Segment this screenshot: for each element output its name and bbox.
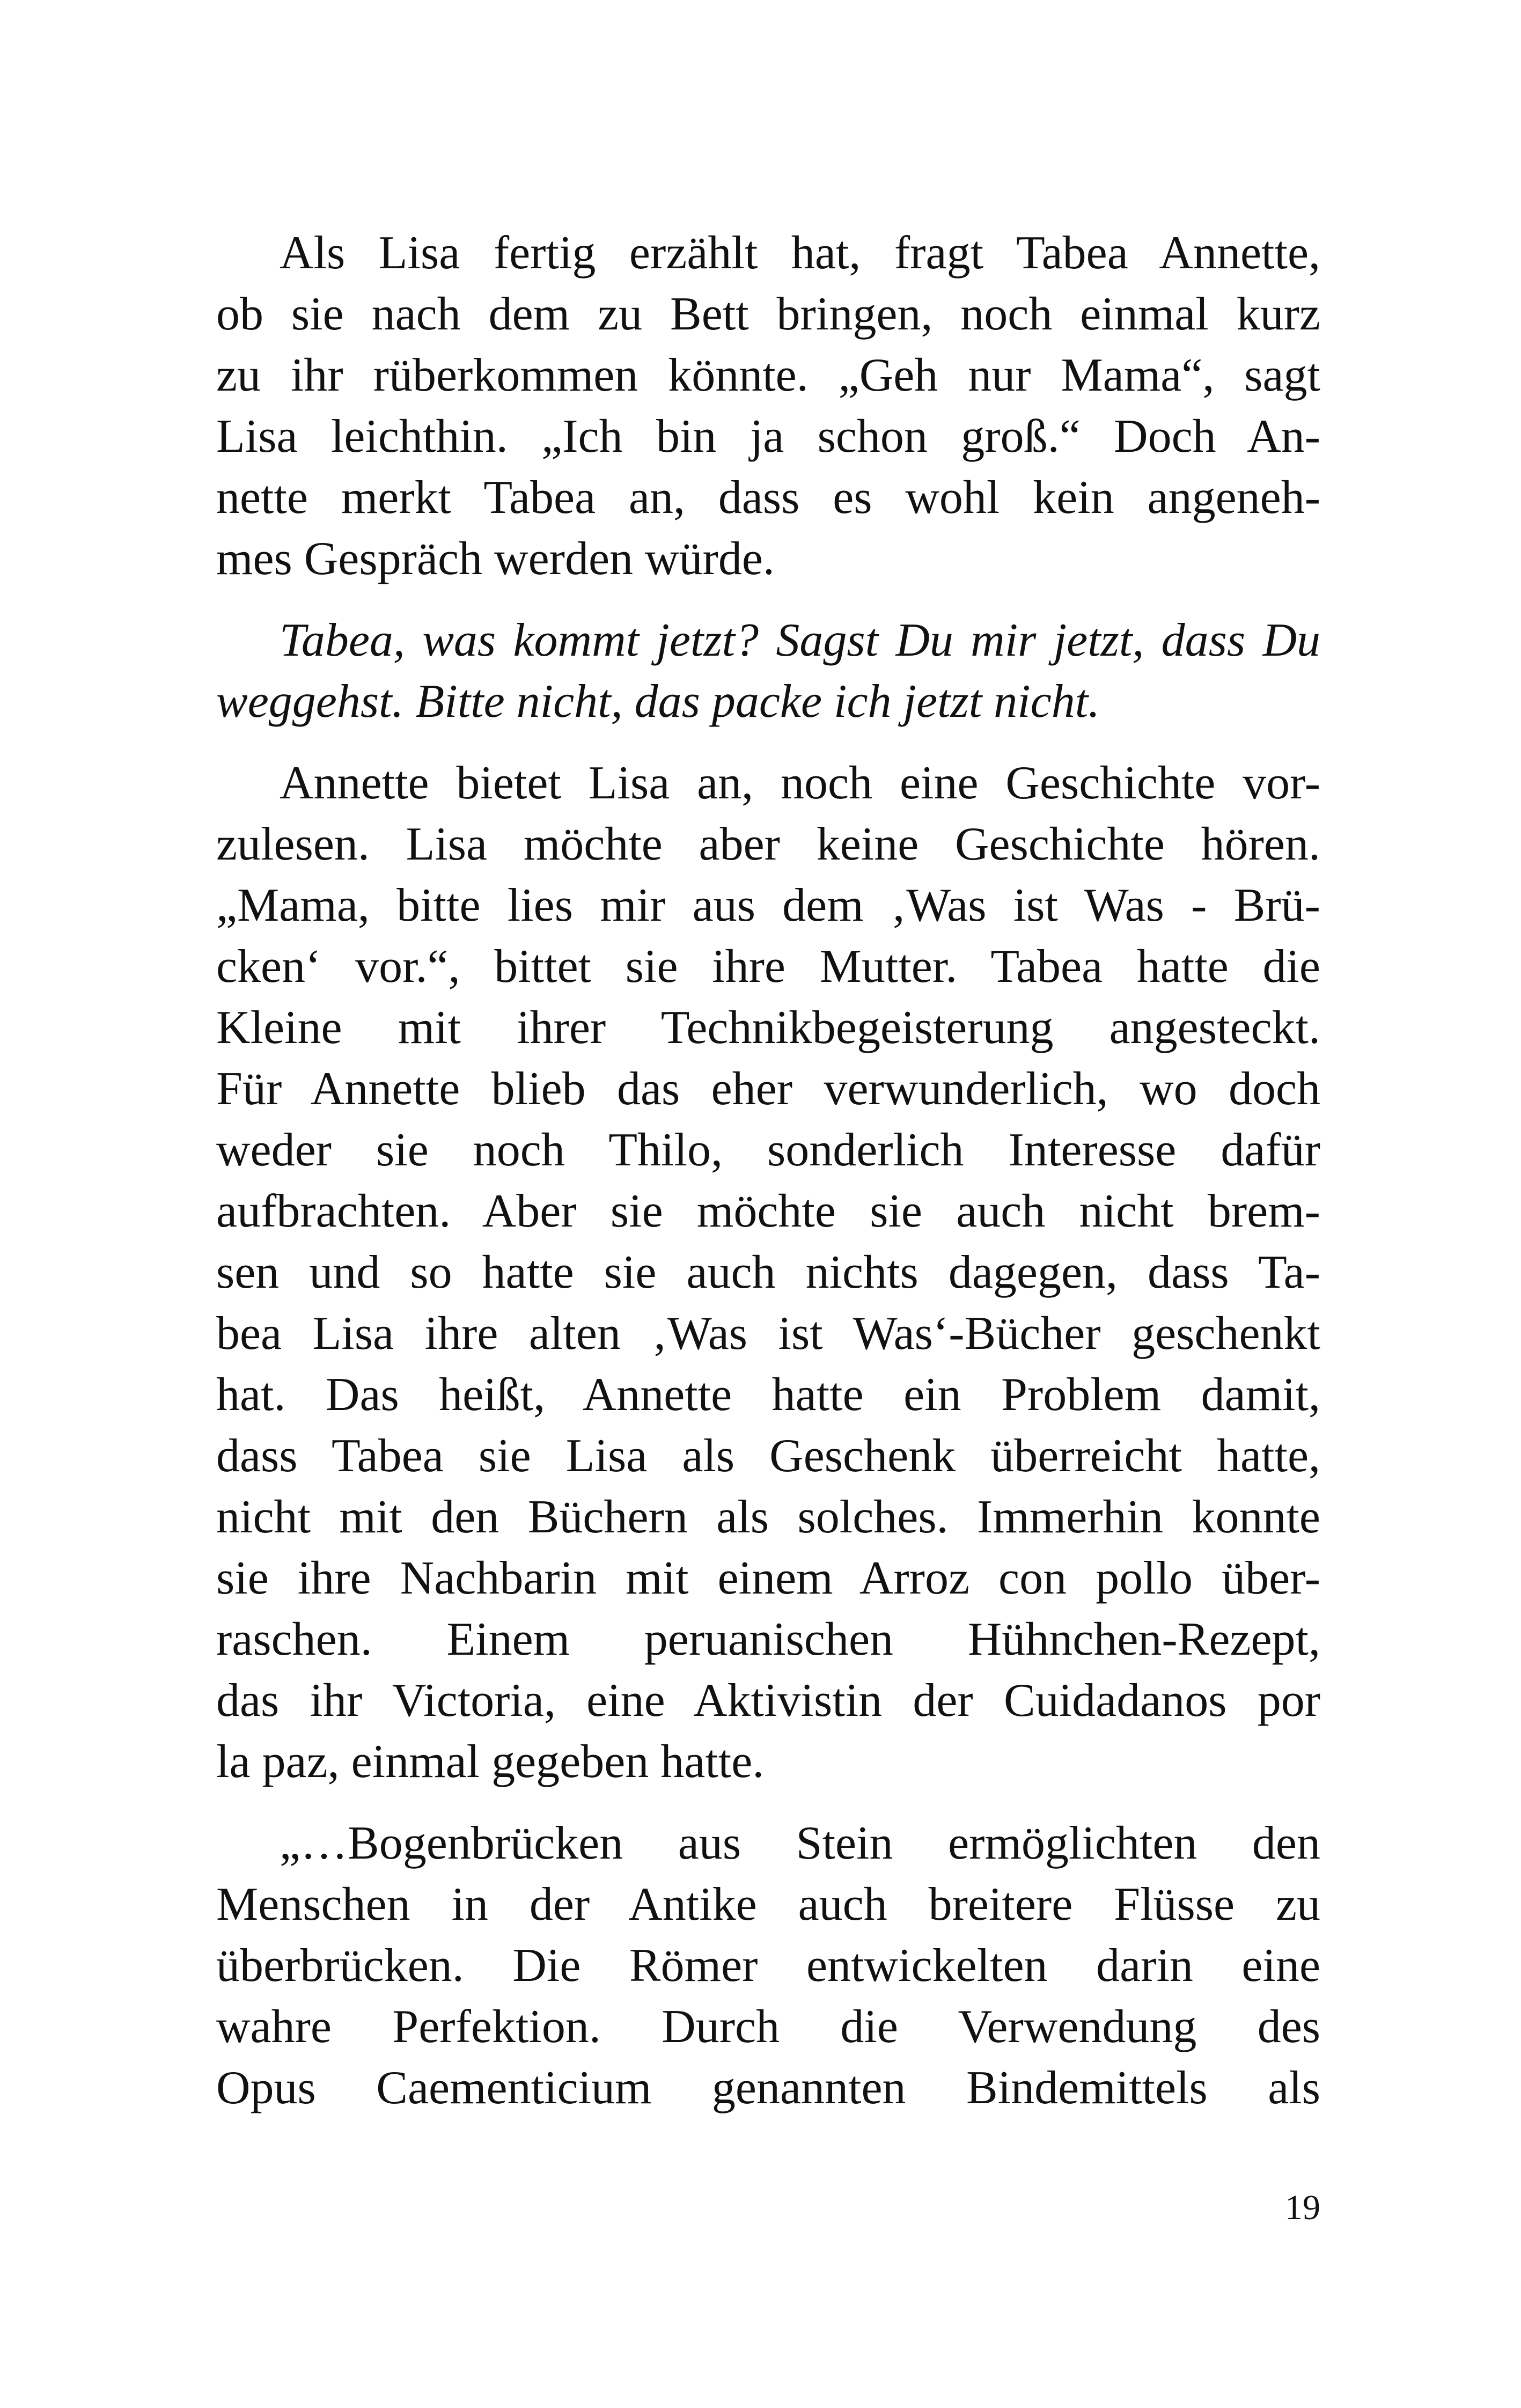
text-line: Annette bietet Lisa an, noch eine Geschichte vor- bbox=[280, 757, 1320, 809]
text-line: Lisa leichthin. „Ich bin ja schon groß.“ Doch An- bbox=[216, 410, 1320, 462]
text-line: Als Lisa fertig erzählt hat, fragt Tabea Annette, bbox=[280, 227, 1320, 279]
text-line: nette merkt Tabea an, dass es wohl kein angeneh- bbox=[216, 472, 1320, 524]
paragraph-4-book-quote bbox=[216, 1813, 1320, 2119]
text-line: mes Gespräch werden würde. bbox=[216, 533, 775, 585]
text-line: weggehst. Bitte nicht, das packe ich jetzt nicht. bbox=[216, 676, 1100, 728]
text-line: nicht mit den Büchern als solches. Immerhin konnte bbox=[216, 1491, 1320, 1543]
paragraph-2-inner-thought bbox=[216, 610, 1320, 732]
text-line: das ihr Victoria, eine Aktivistin der Cuidadanos por bbox=[216, 1675, 1320, 1727]
text-line: hat. Das heißt, Annette hatte ein Problem damit, bbox=[216, 1369, 1320, 1421]
page-number: 19 bbox=[1285, 2188, 1320, 2227]
text-line: zu ihr rüberkommen könnte. „Geh nur Mama“, sagt bbox=[216, 349, 1320, 401]
text-line: „Mama, bitte lies mir aus dem ‚Was ist Was - Brü- bbox=[216, 879, 1320, 931]
text-line: dass Tabea sie Lisa als Geschenk überreicht hatte, bbox=[216, 1430, 1320, 1482]
text-line: raschen. Einem peruanischen Hühnchen-Rezept, bbox=[216, 1613, 1320, 1665]
text-line: Tabea, was kommt jetzt? Sagst Du mir jetzt, dass Du bbox=[280, 614, 1320, 666]
text-line: cken‘ vor.“, bittet sie ihre Mutter. Tabea hatte die bbox=[216, 941, 1320, 993]
text-line: Für Annette blieb das eher verwunderlich, wo doch bbox=[216, 1063, 1320, 1115]
text-line: sen und so hatte sie auch nichts dagegen, dass Ta- bbox=[216, 1246, 1320, 1298]
text-line: wahre Perfektion. Durch die Verwendung des bbox=[216, 2001, 1320, 2053]
text-line: ob sie nach dem zu Bett bringen, noch einmal kurz bbox=[216, 288, 1320, 340]
paragraph-1 bbox=[216, 223, 1320, 590]
paragraph-3 bbox=[216, 753, 1320, 1793]
text-line: zulesen. Lisa möchte aber keine Geschichte hören. bbox=[216, 818, 1320, 870]
text-line: sie ihre Nachbarin mit einem Arroz con pollo über- bbox=[216, 1552, 1320, 1604]
text-line: Opus Caementicium genannten Bindemittels als bbox=[216, 2062, 1320, 2114]
text-line: überbrücken. Die Römer entwickelten darin eine bbox=[216, 1940, 1320, 1992]
body-text bbox=[216, 223, 1320, 2139]
text-line: „…Bogenbrücken aus Stein ermöglichten den bbox=[280, 1817, 1320, 1869]
text-line: bea Lisa ihre alten ‚Was ist Was‘-Bücher geschenkt bbox=[216, 1308, 1320, 1360]
text-line: Kleine mit ihrer Technikbegeisterung angesteckt. bbox=[216, 1002, 1320, 1054]
text-line: la paz, einmal gegeben hatte. bbox=[216, 1736, 765, 1788]
text-line: weder sie noch Thilo, sonderlich Interesse dafür bbox=[216, 1124, 1320, 1176]
text-line: aufbrachten. Aber sie möchte sie auch nicht brem- bbox=[216, 1185, 1320, 1237]
text-line: Menschen in der Antike auch breitere Flüsse zu bbox=[216, 1878, 1320, 1930]
